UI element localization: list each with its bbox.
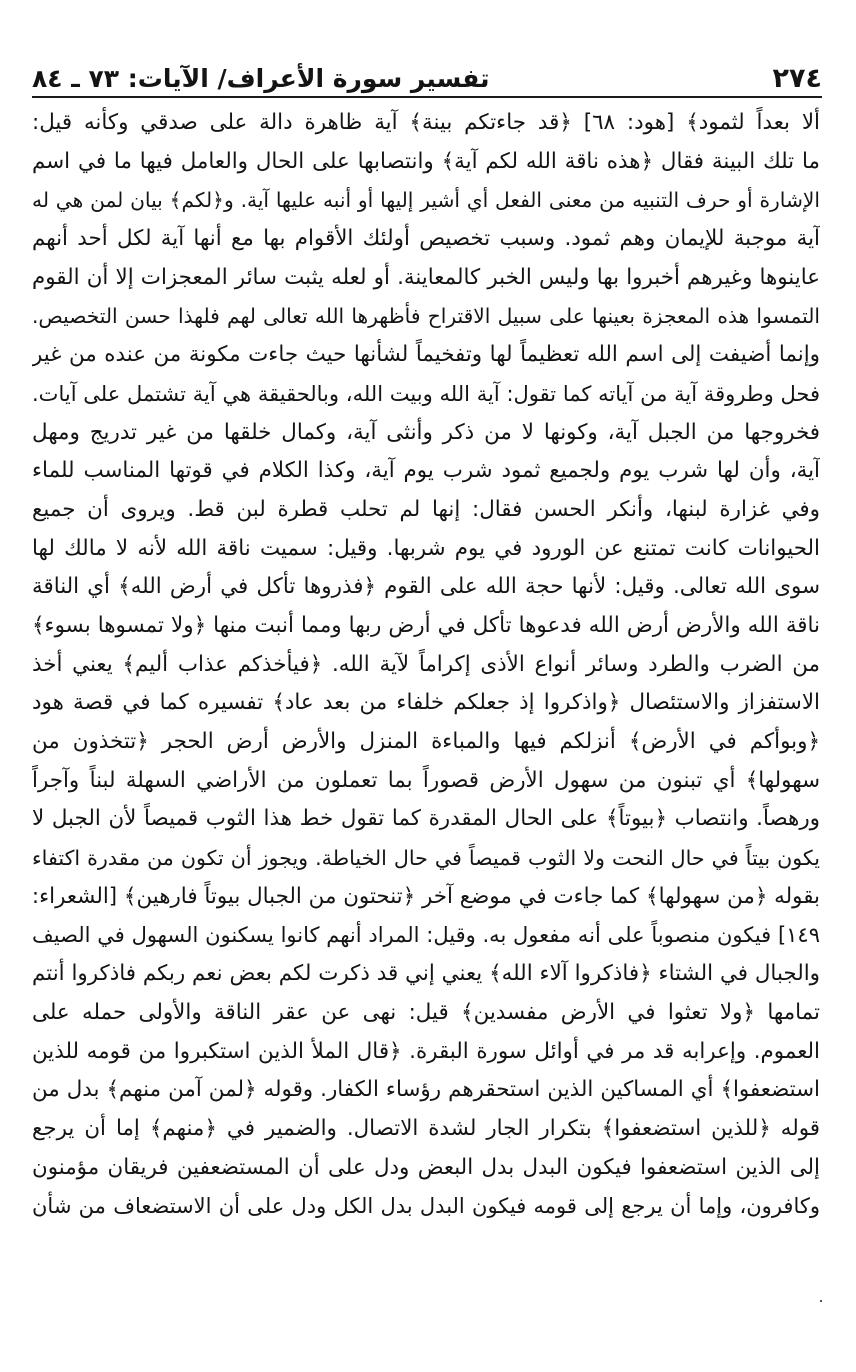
page-header bbox=[32, 54, 822, 94]
text-line-21: بقوله ﴿من سهولها﴾ كما جاءت في موضع آخر ﴿تنحتون من الجبال بيوتاً فارهين﴾ [الشعراء: bbox=[32, 883, 820, 909]
text-line-7: وإنما أضيفت إلى اسم الله تعظيماً لها وتفخيماً لشأنها حيث جاءت مكونة من عنده من غير bbox=[32, 342, 820, 368]
text-line-8: فحل وطروقة آية من آياته كما تقول: آية الله وبيت الله، وبالحقيقة هي آية تشتمل على آيات. bbox=[32, 381, 820, 406]
text-line-4: آية موجبة للإيمان وهم ثمود. وسبب تخصيص أولئك الأقوام بها مع أنها آية لكل أحد أنهم bbox=[32, 226, 820, 252]
text-line-2: ما تلك البينة فقال ﴿هذه ناقة الله لكم آية﴾ وانتصابها على الحال والعامل فيها ما في اسم bbox=[32, 148, 820, 174]
text-line-5: عاينوها وغيرهم أخبروا بها وليس الخبر كالمعاينة. أو لعله يثبت سائر المعجزات إلا أن القوم bbox=[32, 264, 820, 290]
text-line-10: آية، وأن لها شرب يوم ولجميع ثمود شرب يوم آية، وكذا الكلام في قوتها المناسب للماء bbox=[32, 458, 820, 484]
text-line-28: إلى الذين استضعفوا فيكون البدل بدل البعض ودل على أن المستضعفين فريقان مؤمنون bbox=[32, 1154, 820, 1180]
text-line-27: قوله ﴿للذين استضعفوا﴾ بتكرار الجار لشدة الاتصال. والضمير في ﴿منهم﴾ إما أن يرجع bbox=[32, 1115, 820, 1141]
text-line-20: يكون بيتاً في حال النحت ولا الثوب قميصاً في حال الخياطة. ويجوز أن تكون من مقدرة اكتفاء bbox=[32, 846, 820, 871]
text-line-15: من الضرب والطرد وسائر أنواع الأذى إكراماً لآية الله. ﴿فيأخذكم عذاب أليم﴾ يعني أخذ bbox=[32, 651, 820, 677]
text-line-25: العموم. وإعرابه قد مر في أوائل سورة البقرة. ﴿قال الملأ الذين استكبروا من قومه للذين bbox=[32, 1038, 820, 1064]
page-number: ٢٧٤ bbox=[772, 63, 822, 94]
text-line-17: ﴿وبوأكم في الأرض﴾ أنزلكم فيها والمباءة المنزل والأرض أرض الحجر ﴿تتخذون من bbox=[32, 729, 820, 754]
text-line-29: وكافرون، وإما أن يرجع إلى قومه فيكون البدل بدل الكل ودل على أن الاستضعاف من شأن bbox=[32, 1194, 820, 1219]
text-line-6: التمسوا هذه المعجزة بعينها على سبيل الاقتراح فأظهرها الله تعالى لهم فلهذا حسن التخصيص. bbox=[32, 304, 820, 329]
header-rule bbox=[32, 96, 822, 98]
text-line-23: والجبال في الشتاء ﴿فاذكروا آلاء الله﴾ يعني إني قد ذكرت لكم بعض نعم ربكم فاذكروا أنتم bbox=[32, 961, 820, 987]
text-line-26: استضعفوا﴾ أي المساكين الذين استحقرهم رؤساء الكفار. وقوله ﴿لمن آمن منهم﴾ بدل من bbox=[32, 1077, 820, 1103]
text-line-24: تمامها ﴿ولا تعثوا في الأرض مفسدين﴾ قيل: نهى عن عقر الناقة والأولى حمله على bbox=[32, 999, 820, 1025]
text-line-9: فخروجها من الجبل آية، وكونها لا من ذكر وأنثى آية، وكمال خلقها من غير تدريج ومهل bbox=[32, 419, 820, 445]
text-line-14: ناقة الله والأرض أرض الله فدعوها تأكل في أرض ربها ومما أنبت منها ﴿ولا تمسوها بسوء﴾ bbox=[32, 612, 820, 638]
text-line-16: الاستفزاز والاستئصال ﴿واذكروا إذ جعلكم خلفاء من بعد عاد﴾ تفسيره كما في قصة هود bbox=[32, 690, 820, 716]
text-line-1: ألا بعداً لثمود﴾ [هود: ٦٨] ﴿قد جاءتكم بينة﴾ آية ظاهرة دالة على صدقي وكأنه قيل: bbox=[32, 110, 820, 135]
text-line-13: سوى الله تعالى. وقيل: لأنها حجة الله على القوم ﴿فذروها تأكل في أرض الله﴾ أي الناقة bbox=[32, 574, 820, 600]
text-line-12: الحيوانات كانت تمتنع عن الورود في يوم شربها. وقيل: سميت ناقة الله لأنه لا مالك لها bbox=[32, 535, 820, 561]
text-line-3: الإشارة أو حرف التنبيه من معنى الفعل أي أشير إليها أو أنبه عليها آية. و﴿لكم﴾ بيان لمن هي له bbox=[32, 188, 820, 213]
scan-speck bbox=[820, 1300, 822, 1302]
text-line-22: ١٤٩] فيكون منصوباً على أنه مفعول به. وقيل: المراد أنهم كانوا يسكنون السهول في الصيف bbox=[32, 923, 820, 948]
text-line-11: وفي غزارة لبنها، وأنكر الحسن فقال: إنها لم تحلب قطرة لبن قط. ويروى أن جميع bbox=[32, 496, 820, 522]
body-text bbox=[32, 104, 820, 1226]
text-line-19: ورهصاً. وانتصاب ﴿بيوتاً﴾ على الحال المقدرة كما تقول خط هذا الثوب قميصاً لأن الجبل لا bbox=[32, 806, 820, 832]
running-title: تفسير سورة الأعراف/ الآيات: ٧٣ ـ ٨٤ bbox=[32, 64, 490, 93]
text-line-18: سهولها﴾ أي تبنون من سهول الأرض قصوراً بما تعملون من الأراضي السهلة لبناً وآجراً bbox=[32, 767, 820, 793]
